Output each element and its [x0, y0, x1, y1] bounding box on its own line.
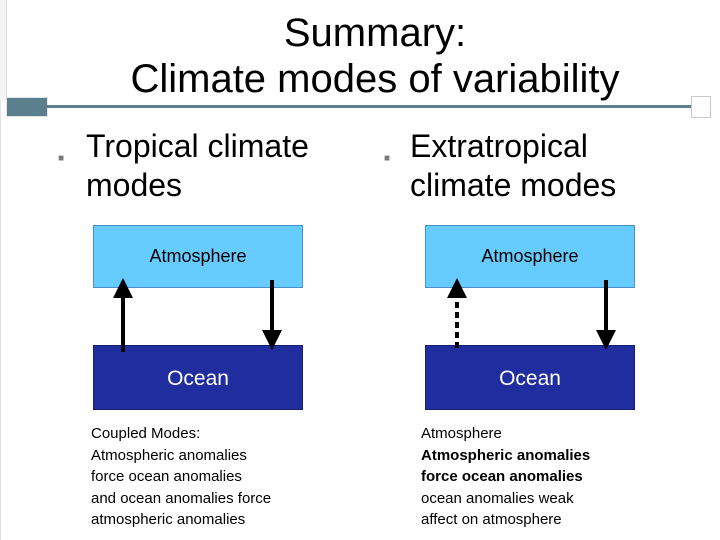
extratropical-atmosphere-box: Atmosphere: [425, 225, 635, 288]
tropical-ocean-to-atmosphere-arrow: [113, 278, 133, 352]
tropical-atmosphere-box: Atmosphere: [93, 225, 303, 288]
tropical-description-line: force ocean anomalies: [91, 468, 242, 485]
extratropical-heading-line-1: Extratropical: [410, 128, 588, 164]
extratropical-description-line-bold: force ocean anomalies: [421, 468, 583, 485]
tropical-atmosphere-to-ocean-arrow: [262, 280, 282, 350]
bullet-icon: ■: [384, 153, 391, 164]
tropical-heading-line-1: Tropical climate: [86, 128, 309, 164]
extratropical-description-line-bold: Atmospheric anomalies: [421, 446, 591, 464]
bullet-icon: ■: [58, 153, 65, 164]
extratropical-heading-line-2: climate modes: [410, 167, 617, 203]
extratropical-description-line: ocean anomalies weak: [421, 489, 574, 507]
tropical-description-line: and ocean anomalies force: [91, 489, 272, 507]
extratropical-description-line: Atmosphere: [421, 425, 502, 442]
extratropical-atmosphere-to-ocean-arrow: [596, 280, 616, 350]
tropical-description: [91, 423, 271, 531]
extratropical-description-line: affect on atmosphere: [421, 511, 562, 528]
tropical-ocean-box: Ocean: [93, 345, 303, 410]
slide-title-line-2: Climate modes of variability: [130, 57, 620, 101]
extratropical-ocean-box: Ocean: [425, 345, 635, 410]
tropical-description-line: atmospheric anomalies: [91, 511, 246, 528]
slide-title-line-1: Summary:: [283, 11, 467, 55]
tropical-description-line: Coupled Modes:: [91, 425, 201, 442]
extratropical-description: [421, 423, 590, 531]
tropical-description-line: Atmospheric anomalies: [91, 446, 247, 464]
extratropical-ocean-to-atmosphere-arrow: [447, 278, 467, 348]
tropical-heading-line-2: modes: [86, 167, 183, 203]
